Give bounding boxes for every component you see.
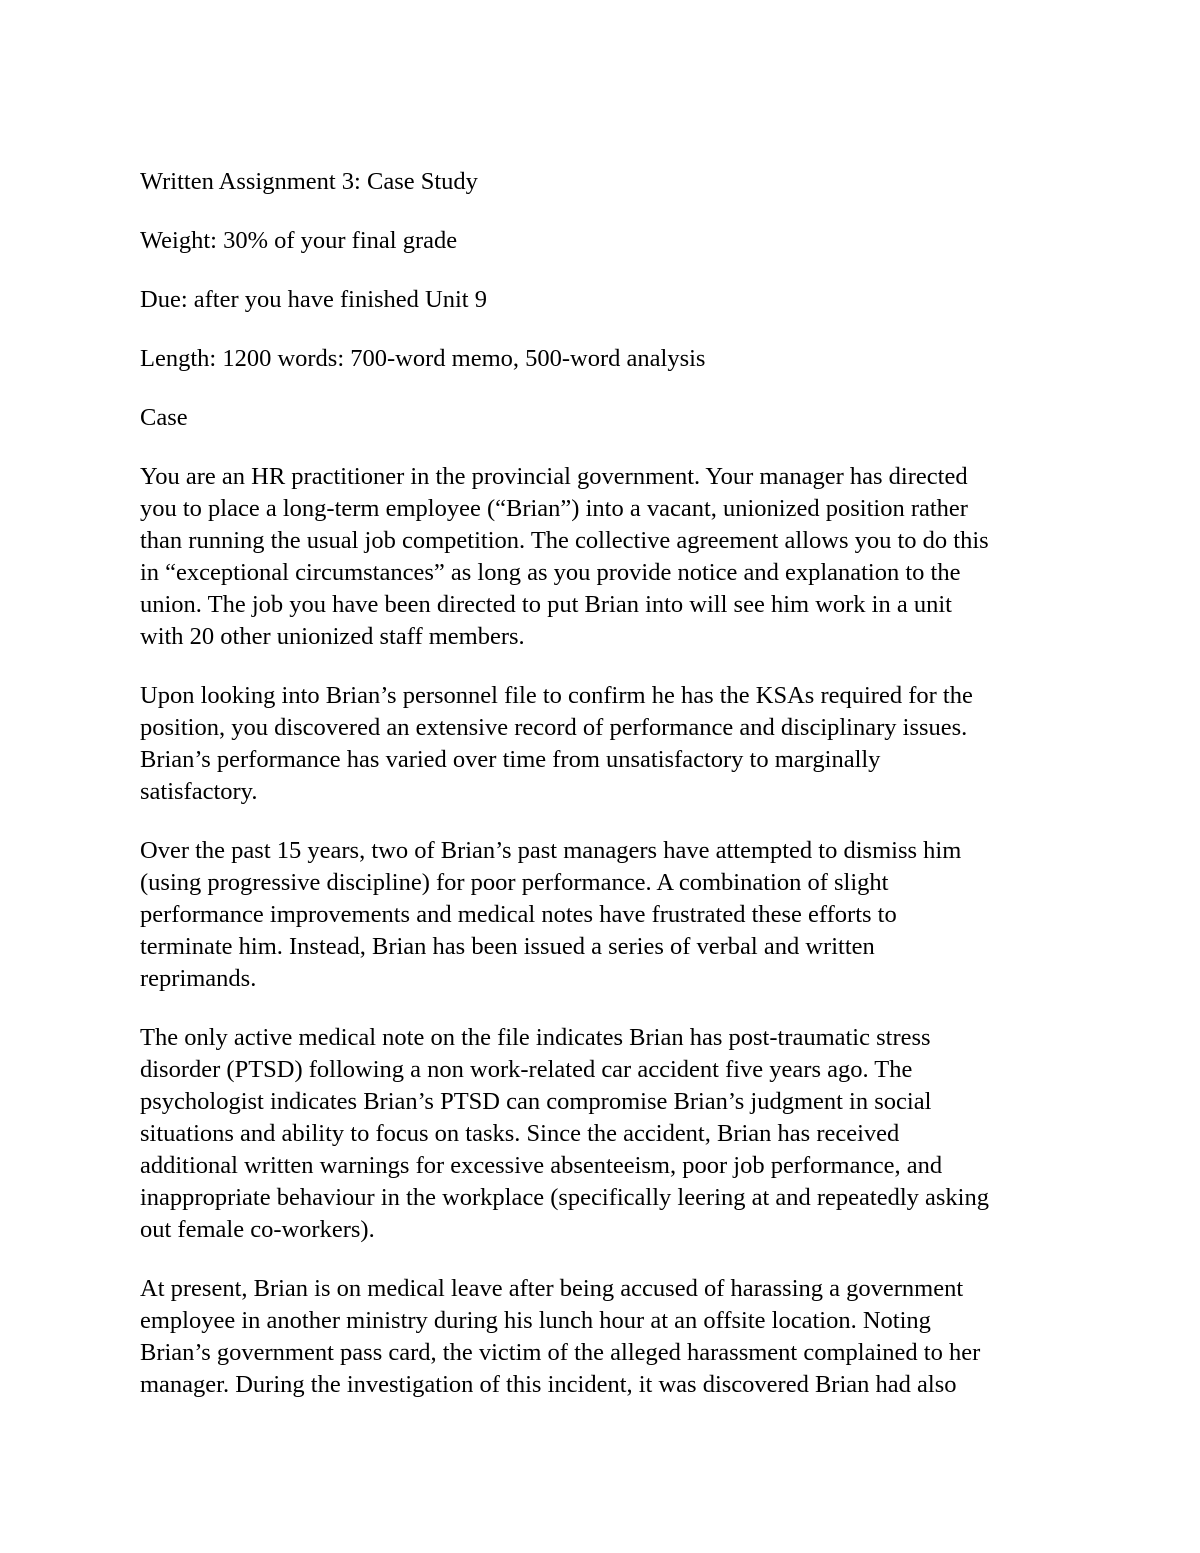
text-line: At present, Brian is on medical leave after being accused of harassing a government	[140, 1275, 964, 1302]
text-line: employee in another ministry during his lunch hour at an offsite location. Noting	[140, 1307, 931, 1334]
text-line: inappropriate behaviour in the workplace (specifically leering at and repeatedly asking	[140, 1184, 989, 1211]
text-line: manager. During the investigation of this incident, it was discovered Brian had also	[140, 1371, 957, 1398]
text-line: Brian’s performance has varied over time from unsatisfactory to marginally	[140, 746, 881, 773]
paragraph-current-leave	[140, 1273, 1060, 1401]
text-line: in “exceptional circumstances” as long as you provide notice and explanation to the	[140, 559, 961, 586]
text-line: performance improvements and medical notes have frustrated these efforts to	[140, 901, 897, 928]
text-line: union. The job you have been directed to put Brian into will see him work in a unit	[140, 591, 952, 618]
text-line: Upon looking into Brian’s personnel file to confirm he has the KSAs required for the	[140, 682, 973, 709]
paragraph-personnel-file	[140, 680, 1060, 808]
text-line: disorder (PTSD) following a non work-related car accident five years ago. The	[140, 1056, 913, 1083]
case-heading: Case	[140, 404, 188, 431]
document-body	[140, 166, 1060, 1428]
assignment-title: Written Assignment 3: Case Study	[140, 168, 478, 195]
paragraph-medical-note	[140, 1022, 1060, 1246]
text-line: you to place a long-term employee (“Brian”) into a vacant, unionized position rather	[140, 495, 968, 522]
text-line: You are an HR practitioner in the provincial government. Your manager has directed	[140, 463, 968, 490]
text-line: psychologist indicates Brian’s PTSD can compromise Brian’s judgment in social	[140, 1088, 932, 1115]
text-line: additional written warnings for excessive absenteeism, poor job performance, and	[140, 1152, 943, 1179]
paragraph-intro	[140, 461, 1060, 653]
text-line: (using progressive discipline) for poor performance. A combination of slight	[140, 869, 889, 896]
text-line: The only active medical note on the file indicates Brian has post-traumatic stress	[140, 1024, 931, 1051]
paragraph-past-managers	[140, 835, 1060, 995]
text-line: satisfactory.	[140, 778, 258, 805]
text-line: out female co-workers).	[140, 1216, 375, 1243]
text-line: terminate him. Instead, Brian has been issued a series of verbal and written	[140, 933, 875, 960]
text-line: situations and ability to focus on tasks. Since the accident, Brian has received	[140, 1120, 900, 1147]
text-line: position, you discovered an extensive record of performance and disciplinary issues.	[140, 714, 968, 741]
text-line: than running the usual job competition. The collective agreement allows you to do this	[140, 527, 989, 554]
text-line: Brian’s government pass card, the victim of the alleged harassment complained to her	[140, 1339, 981, 1366]
weight-line: Weight: 30% of your final grade	[140, 227, 458, 254]
text-line: with 20 other unionized staff members.	[140, 623, 525, 650]
due-line: Due: after you have finished Unit 9	[140, 286, 487, 313]
text-line: Over the past 15 years, two of Brian’s past managers have attempted to dismiss him	[140, 837, 962, 864]
length-line: Length: 1200 words: 700-word memo, 500-word analysis	[140, 345, 706, 372]
text-line: reprimands.	[140, 965, 257, 992]
